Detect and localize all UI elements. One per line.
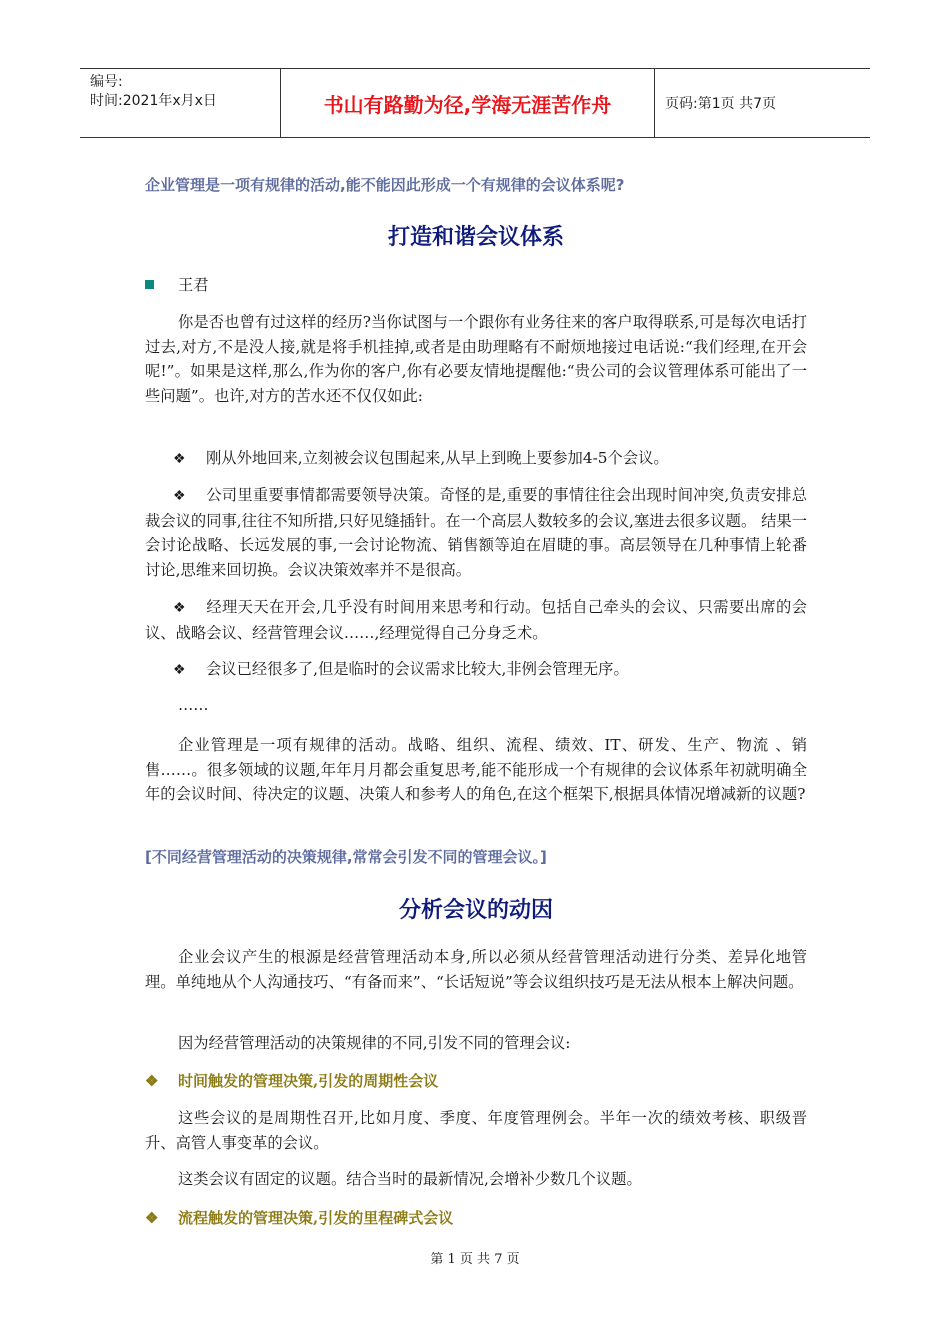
author-line [145,273,209,295]
subheading-text: 流程触发的管理决策,引发的里程碑式会议 [178,1209,454,1227]
bullet-item [145,483,807,582]
bullet-item [145,595,807,645]
diamond-bullet-icon: ❖ [173,451,186,467]
bullet-text: 公司里重要事情都需要领导决策。奇怪的是,重要的事情往往会出现时间冲突,负责安排总裁会议的同事,往往不知所措,只好见缝插针。在一个高层人数较多的会议,塞进去很多议题。 结果一会讨论战略、长远发展的事,一会讨论物流、销售额等迫在眉睫的事。高层领导在几种事情上轮番讨论,思维来回切换。会议决策效率并不是很高。 [145,486,807,579]
paragraph-block [145,1031,807,1056]
bullet-text: 经理天天在开会,几乎没有时间用来思考和行动。包括自己牵头的会议、只需要出席的会议、战略会议、经营管理会议……,经理觉得自己分身乏术。 [145,598,807,642]
diamond-bullet-icon: ❖ [145,1208,159,1227]
ellipsis-line [145,693,807,718]
number-label: 编号: [90,74,123,90]
paragraph-block [145,733,807,807]
motto: 书山有路勤为径,学海无涯苦作舟 [280,69,655,137]
bullet-paragraph [145,483,807,582]
bullet-text: 刚从外地回来,立刻被会议包围起来,从早上到晚上要参加4-5个会议。 [206,449,669,467]
document-header [80,68,870,138]
bullet-paragraph [145,446,807,472]
subheading [145,1070,438,1091]
subheading [145,1207,453,1228]
paragraph: 因为经营管理活动的决策规律的不同,引发不同的管理会议: [178,1034,571,1052]
diamond-bullet-icon: ❖ [145,1071,159,1090]
bullet-paragraph [145,657,807,683]
subheading-text: 时间触发的管理决策,引发的周期性会议 [178,1072,439,1090]
paragraph: 企业会议产生的根源是经营管理活动本身,所以必须从经营管理活动进行分类、差异化地管理。单纯地从个人沟通技巧、“有备而来”、“长话短说”等会议组织技巧是无法从根本上解决问题。 [145,948,807,991]
main-title: 打造和谐会议体系 [387,225,564,250]
intro-paragraph-block [145,310,807,408]
date-label: 时间:2021年x月x日 [90,93,217,109]
bullet-text: 会议已经很多了,但是临时的会议需求比较大,非例会管理无序。 [206,660,629,678]
paragraph-block [145,1167,807,1192]
page-info: 页码:第1页 共7页 [665,96,776,112]
paragraph-block [145,945,807,994]
square-bullet-icon [145,280,154,289]
author-name: 王君 [178,276,209,294]
bullet-item [145,446,807,472]
ellipsis: …… [178,696,209,714]
diamond-bullet-icon: ❖ [173,662,186,678]
page-footer: 第 1 页 共 7 页 [430,1252,520,1267]
lead-question: 企业管理是一项有规律的活动,能不能因此形成一个有规律的会议体系呢? [145,176,625,194]
diamond-bullet-icon: ❖ [173,488,186,504]
diamond-bullet-icon: ❖ [173,600,186,616]
section-tagline: [不同经营管理活动的决策规律,常常会引发不同的管理会议。] [145,848,547,866]
paragraph: 你是否也曾有过这样的经历?当你试图与一个跟你有业务往来的客户取得联系,可是每次电话打过去,对方,不是没人接,就是将手机挂掉,或者是由助理略有不耐烦地接过电话说:“我们经理,在开会呢!”。如果是这样,那么,作为你的客户,你有必要友情地提醒他:“贵公司的会议管理体系可能出了一些问题”。也许,对方的苦水还不仅仅如此: [145,313,807,405]
paragraph: 这些会议的是周期性召开,比如月度、季度、年度管理例会。半年一次的绩效考核、职级晋升、高管人事变革的会议。 [145,1109,807,1152]
section-title: 分析会议的动因 [398,898,553,923]
bullet-paragraph [145,595,807,645]
paragraph: 这类会议有固定的议题。结合当时的最新情况,会增补少数几个议题。 [178,1170,642,1188]
bullet-item [145,657,807,683]
header-meta [80,69,280,137]
paragraph: 企业管理是一项有规律的活动。战略、组织、流程、绩效、IT、研发、生产、物流 、销售……。很多领域的议题,年年月月都会重复思考,能不能形成一个有规律的会议体系年初就明确全年的会议时间、待决定的议题、决策人和参考人的角色,在这个框架下,根据具体情况增减新的议题? [145,736,807,803]
paragraph-block [145,1106,807,1155]
